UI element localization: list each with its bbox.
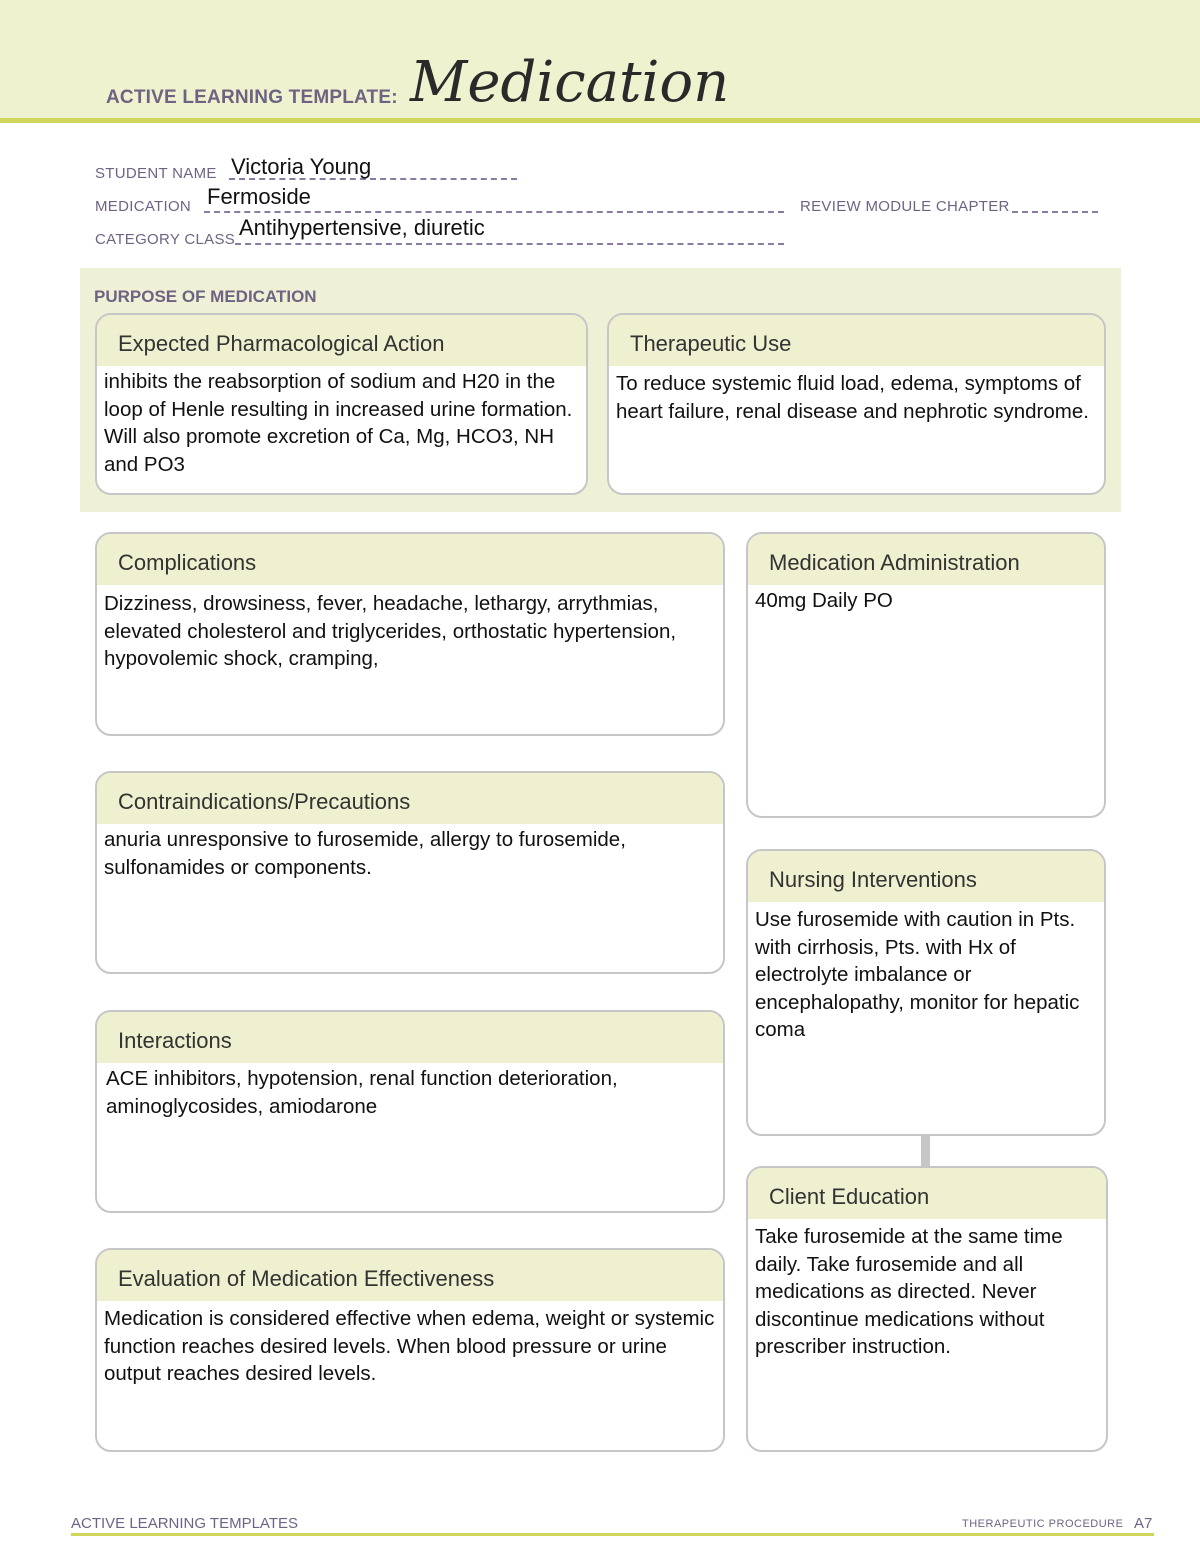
category-class-label: CATEGORY CLASS (95, 231, 236, 248)
therapeutic-use-box (607, 313, 1106, 495)
complications-box (95, 532, 725, 736)
medication-line (204, 211, 784, 213)
page-number: A7 (1134, 1515, 1153, 1532)
template-prefix: ACTIVE LEARNING TEMPLATE: (106, 87, 398, 108)
nursing-interventions-box (746, 849, 1106, 1136)
medication-field[interactable]: Fermoside (207, 184, 311, 209)
connector (921, 1134, 930, 1167)
student-name-label: STUDENT NAME (95, 165, 217, 182)
contraindications-box (95, 771, 725, 974)
page-title: Medication (410, 50, 730, 115)
box-text[interactable]: To reduce systemic fluid load, edema, symptoms of heart failure, renal disease and nephrotic syndrome. (616, 372, 1089, 423)
box-title: Therapeutic Use (609, 315, 1104, 366)
box-title: Client Education (748, 1168, 1106, 1219)
expected-action-box (95, 313, 588, 495)
category-class-field[interactable]: Antihypertensive, diuretic (239, 215, 485, 240)
evaluation-box (95, 1248, 725, 1452)
box-text[interactable]: 40mg Daily PO (755, 589, 893, 612)
box-title: Contraindications/Precautions (97, 773, 723, 824)
box-title: Nursing Interventions (748, 851, 1104, 902)
review-module-field[interactable] (1012, 211, 1098, 213)
box-text[interactable]: inhibits the reabsorption of sodium and H20 in the loop of Henle resulting in increased urine formation. Will also promote excretion of Ca, Mg, HCO3, NH and PO3 (104, 370, 573, 476)
purpose-title: PURPOSE OF MEDICATION (94, 287, 317, 306)
box-text[interactable]: Medication is considered effective when edema, weight or systemic function reaches desired levels. When blood pressure or urine output reaches desired levels. (104, 1307, 715, 1385)
box-text[interactable]: Dizziness, drowsiness, fever, headache, lethargy, arrythmias, elevated cholesterol and triglycerides, orthostatic hypertension, hypovolemic shock, cramping, (104, 592, 677, 670)
box-text[interactable]: Take furosemide at the same time daily. Take furosemide and all medications as directed. Never discontinue medications without prescriber instruction. (755, 1225, 1063, 1358)
footer-right: THERAPEUTIC PROCEDURE (962, 1518, 1124, 1530)
category-class-line (235, 243, 784, 245)
box-text[interactable]: ACE inhibitors, hypotension, renal function deterioration, aminoglycosides, amiodarone (106, 1067, 618, 1118)
administration-box (746, 532, 1106, 818)
box-title: Interactions (97, 1012, 723, 1063)
review-module-label: REVIEW MODULE CHAPTER (800, 198, 1010, 215)
footer-divider (71, 1533, 1154, 1536)
client-education-box (746, 1166, 1108, 1452)
medication-label: MEDICATION (95, 198, 192, 215)
box-title: Expected Pharmacological Action (97, 315, 586, 366)
box-title: Complications (97, 534, 723, 585)
box-title: Medication Administration (748, 534, 1104, 585)
box-title: Evaluation of Medication Effectiveness (97, 1250, 723, 1301)
interactions-box (95, 1010, 725, 1213)
student-name-field[interactable]: Victoria Young (231, 154, 372, 179)
box-text[interactable]: anuria unresponsive to furosemide, allergy to furosemide, sulfonamides or components. (104, 828, 626, 879)
box-text[interactable]: Use furosemide with caution in Pts. with cirrhosis, Pts. with Hx of electrolyte imbalance or encephalopathy, monitor for hepatic coma (755, 908, 1080, 1041)
footer-left: ACTIVE LEARNING TEMPLATES (71, 1515, 298, 1532)
